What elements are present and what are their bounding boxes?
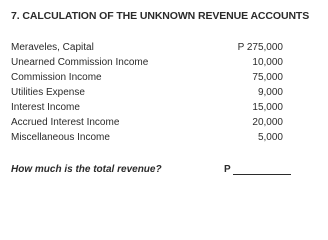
account-amount: 75,000: [252, 72, 283, 83]
account-name: Unearned Commission Income: [11, 57, 149, 68]
account-row: [11, 100, 283, 115]
answer-line[interactable]: [233, 164, 291, 175]
account-amount: 10,000: [252, 57, 283, 68]
account-name: Utilities Expense: [11, 87, 85, 98]
account-row: [11, 85, 283, 100]
account-name: Miscellaneous Income: [11, 132, 110, 143]
account-row: [11, 115, 283, 130]
account-name: Accrued Interest Income: [11, 117, 120, 128]
question-text: How much is the total revenue?: [11, 164, 162, 175]
problem-title: 7. CALCULATION OF THE UNKNOWN REVENUE ACCOUNTS: [11, 10, 310, 22]
account-row: [11, 130, 283, 145]
account-row: [11, 70, 283, 85]
account-amount: 15,000: [252, 102, 283, 113]
account-name: Commission Income: [11, 72, 102, 83]
account-amount: 20,000: [252, 117, 283, 128]
account-name: Meraveles, Capital: [11, 42, 94, 53]
account-name: Interest Income: [11, 102, 80, 113]
account-amount: 9,000: [257, 87, 283, 98]
answer-prefix: P: [224, 164, 231, 175]
account-row: [11, 55, 283, 70]
account-row: [11, 40, 283, 55]
answer-blank[interactable]: [224, 164, 291, 175]
accounts-list: [11, 40, 283, 145]
account-amount: P 275,000: [237, 42, 283, 53]
account-amount: 5,000: [257, 132, 283, 143]
